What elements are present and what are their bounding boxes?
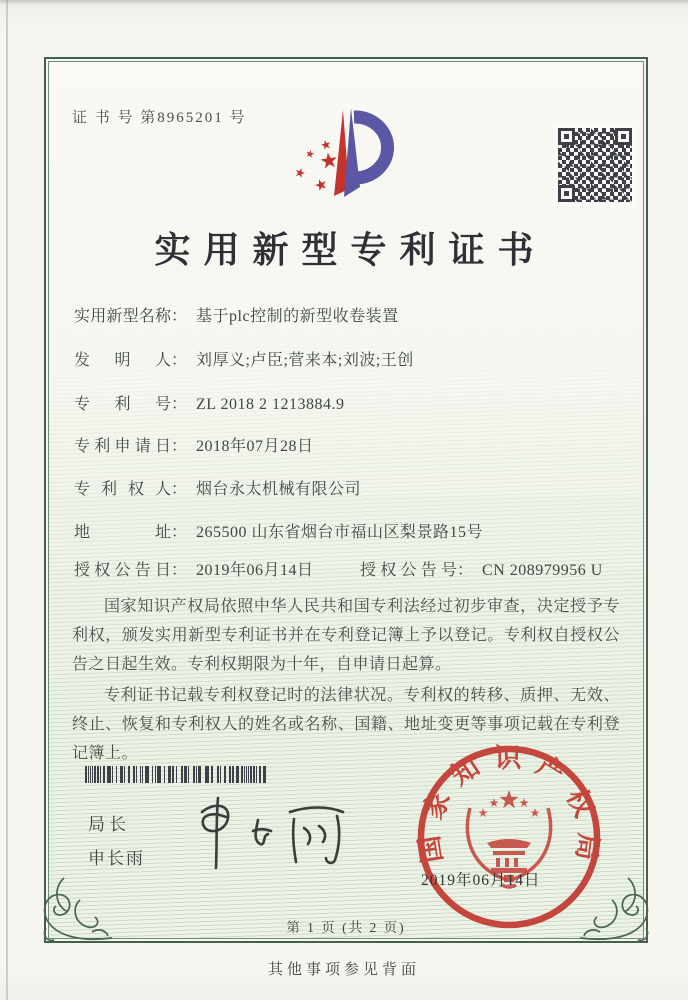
scan-edge (0, 0, 688, 5)
seal-date: 2019年06月14日 (421, 872, 541, 889)
field-value: CN 208979956 U (482, 562, 603, 579)
cnipa-logo-icon (283, 104, 413, 206)
director-signature-icon (190, 786, 358, 878)
seal-agency-text: 国家知识产权局 (414, 742, 604, 865)
legal-paragraph: 专利证书记载专利权登记时的法律状况。专利权的转移、质押、无效、终止、恢复和专利权人的姓名或名称、国籍、地址变更等事项记载在专利登记簿上。 (72, 687, 620, 762)
field-label: 地址 (74, 524, 171, 541)
field-address: 地址： 265500 山东省烟台市福山区梨景路15号 (74, 519, 483, 542)
field-label: 专利号 (74, 396, 171, 413)
field-grant-date: 授权公告日： 2019年06月14日 授权公告号： CN 208979956 U (74, 557, 314, 580)
field-value: 265500 山东省烟台市福山区梨景路15号 (196, 524, 484, 541)
field-value: 2018年07月28日 (196, 438, 314, 455)
qr-code-icon (553, 123, 637, 207)
field-filing-date: 专利申请日： 2018年07月28日 (74, 433, 314, 456)
field-patent-number: 专利号： ZL 2018 2 1213884.9 (74, 391, 344, 414)
director-title: 局长 (88, 815, 130, 834)
field-utility-model-name: 实用新型名称： 基于plc控制的新型收卷装置 (74, 303, 399, 326)
field-value: 刘厚义;卢臣;菅来本;刘波;王创 (196, 352, 414, 369)
certificate-title: 实用新型专利证书 (154, 230, 547, 270)
field-value: ZL 2018 2 1213884.9 (196, 396, 345, 413)
legal-paragraph: 国家知识产权局依照中华人民共和国专利法经过初步审查，决定授予专利权，颁发实用新型专利证书并在专利登记簿上予以登记。专利权自授权公告之日起生效。专利权期限为十年，自申请日起算。 (72, 598, 620, 673)
field-label: 实用新型名称 (74, 308, 171, 325)
barcode-icon (85, 766, 266, 783)
field-label: 专利申请日 (74, 438, 171, 455)
field-patentee: 专利权人： 烟台永太机械有限公司 (74, 476, 361, 499)
official-seal-icon (412, 740, 606, 934)
director-name: 申长雨 (88, 849, 145, 868)
page-number: 第 1 页 (共 2 页) (286, 920, 406, 935)
certificate-number: 证 书 号 第8965201 号 (72, 110, 247, 126)
field-inventors: 发明人： 刘厚义;卢臣;菅来本;刘波;王创 (74, 347, 414, 370)
field-label: 授权公告号 (360, 562, 457, 579)
field-label: 授权公告日 (74, 562, 171, 579)
field-label: 发明人 (74, 352, 171, 369)
field-value: 基于plc控制的新型收卷装置 (196, 308, 399, 325)
field-grant-number: 授权公告号： CN 208979956 U (360, 557, 603, 580)
field-value: 烟台永太机械有限公司 (196, 481, 362, 498)
field-value: 2019年06月14日 (196, 562, 314, 579)
scan-edge (6, 0, 8, 1000)
field-label: 专利权人 (74, 481, 171, 498)
back-side-note: 其他事项参见背面 (267, 962, 420, 978)
